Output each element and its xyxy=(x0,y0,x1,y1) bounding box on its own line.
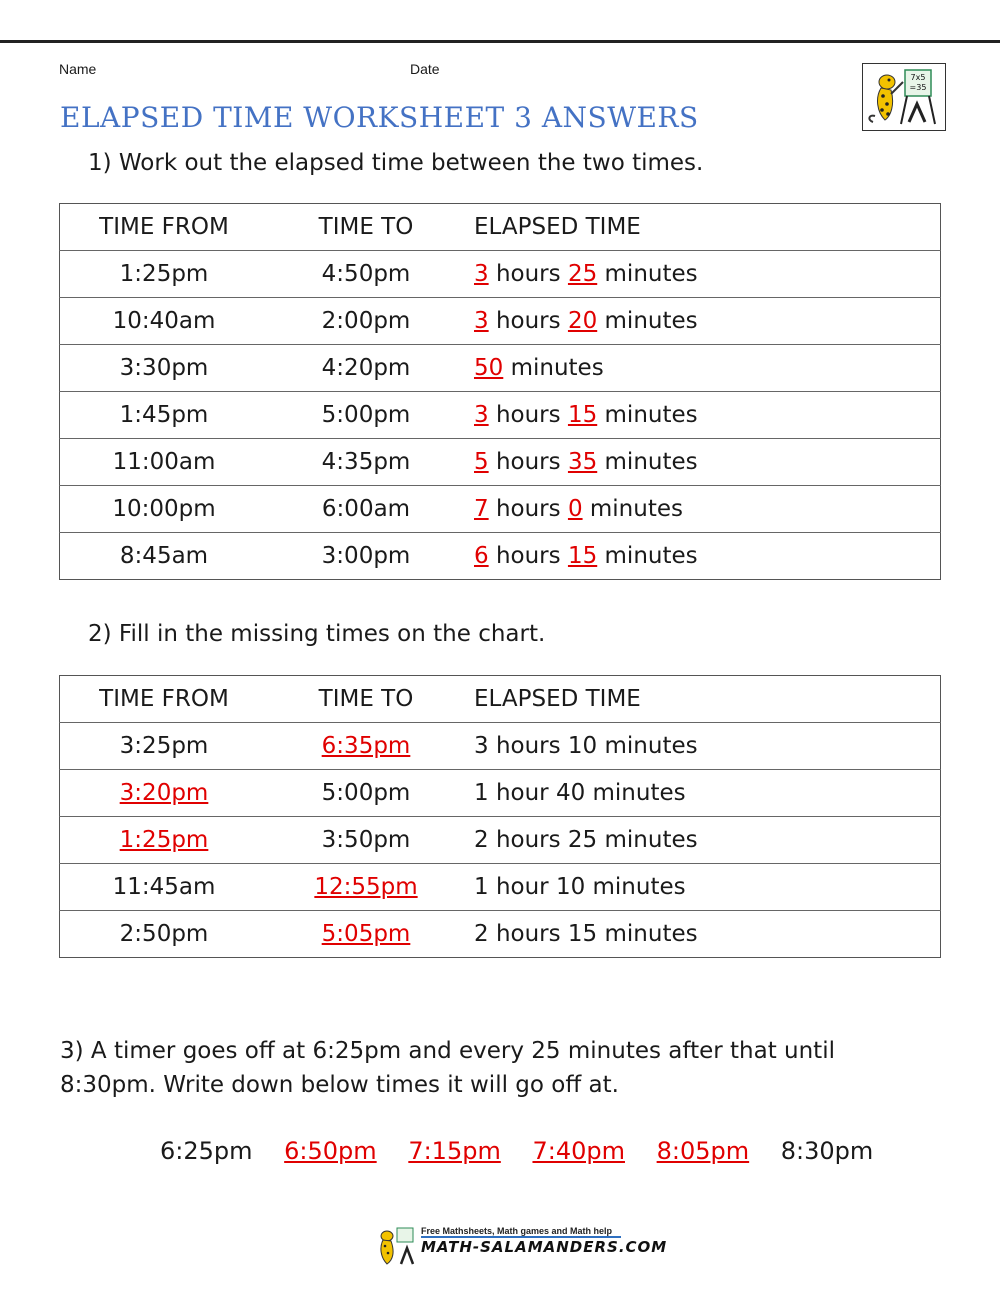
time-to: 3:50pm xyxy=(268,817,464,864)
hours-unit: hours xyxy=(495,261,561,287)
date-label: Date xyxy=(410,61,440,77)
time-given: 6:25pm xyxy=(160,1137,253,1165)
time-to: 5:00pm xyxy=(268,392,464,439)
table-header-row xyxy=(60,204,941,251)
question-2-prompt: 2) Fill in the missing times on the chart. xyxy=(88,621,546,647)
time-answer: 7:15pm xyxy=(408,1137,501,1165)
time-from: 1:45pm xyxy=(60,392,269,439)
table-row xyxy=(60,770,941,817)
time-from: 8:45am xyxy=(119,543,209,569)
time-from: 3:30pm xyxy=(60,345,269,392)
hours-answer: 5 xyxy=(474,449,489,475)
footer-tagline: Free Mathsheets, Math games and Math help xyxy=(421,1226,613,1236)
time-to-answer: 6:35pm xyxy=(268,723,464,770)
time-from: 10:00pm xyxy=(60,486,269,533)
table-row xyxy=(60,723,941,770)
time-from-answer: 3:20pm xyxy=(60,770,269,817)
table-row xyxy=(60,392,941,439)
time-given: 8:30pm xyxy=(780,1137,874,1165)
time-to: 5:00pm xyxy=(268,770,464,817)
question-3-prompt xyxy=(60,1034,835,1102)
header-time-to: TIME TO xyxy=(268,204,464,251)
timer-times xyxy=(160,1137,897,1165)
table-row xyxy=(60,911,941,958)
time-to: 2:00pm xyxy=(268,298,464,345)
header-time-to: TIME TO xyxy=(268,676,464,723)
elapsed-answer xyxy=(464,345,941,392)
time-to: 6:00am xyxy=(268,486,464,533)
table-row xyxy=(60,486,941,533)
minutes-unit: minutes xyxy=(604,308,698,334)
table-row xyxy=(60,533,941,580)
hours-unit: hours xyxy=(495,308,561,334)
hours-answer: 3 xyxy=(474,261,489,287)
table-row xyxy=(60,817,941,864)
hours-unit: hours xyxy=(495,543,561,569)
question-3-line-2: 8:30pm. Write down below times it will go off at. xyxy=(60,1072,619,1098)
table-row xyxy=(60,298,941,345)
minutes-unit: minutes xyxy=(604,543,698,569)
minutes-answer: 0 xyxy=(567,496,583,522)
minutes-answer: 35 xyxy=(567,449,598,475)
time-to: 4:20pm xyxy=(268,345,464,392)
elapsed-time: 1 hour 10 minutes xyxy=(464,864,941,911)
table-row xyxy=(60,439,941,486)
minutes-answer: 15 xyxy=(567,543,598,569)
header-elapsed-time: ELAPSED TIME xyxy=(464,204,941,251)
name-label: Name xyxy=(59,61,97,77)
hours-unit: hours xyxy=(495,496,561,522)
question-1-prompt: 1) Work out the elapsed time between the two times. xyxy=(88,150,704,176)
minutes-unit: minutes xyxy=(604,402,698,428)
elapsed-answer xyxy=(464,533,941,580)
minutes-answer: 25 xyxy=(567,261,598,287)
hours-answer: 7 xyxy=(474,496,489,522)
table-row xyxy=(60,345,941,392)
minutes-unit: minutes xyxy=(604,261,698,287)
table-row xyxy=(60,251,941,298)
table-elapsed-time xyxy=(59,203,941,580)
hours-answer: 6 xyxy=(474,543,489,569)
time-from: 2:50pm xyxy=(119,921,209,947)
page-title: ELAPSED TIME WORKSHEET 3 ANSWERS xyxy=(60,101,699,134)
time-answer: 8:05pm xyxy=(656,1137,750,1165)
header-time-from: TIME FROM xyxy=(60,204,269,251)
logo-card-line2: =35 xyxy=(909,83,927,92)
time-answer: 6:50pm xyxy=(284,1137,377,1165)
hours-answer: 3 xyxy=(474,402,489,428)
elapsed-answer xyxy=(464,392,941,439)
table-header-row xyxy=(60,676,941,723)
elapsed-time: 2 hours 25 minutes xyxy=(464,817,941,864)
logo-card-line1: 7x5 xyxy=(910,73,926,82)
hours-unit: hours xyxy=(495,402,561,428)
elapsed-answer xyxy=(464,298,941,345)
time-to-answer: 12:55pm xyxy=(268,864,464,911)
time-from: 3:25pm xyxy=(60,723,269,770)
header-elapsed-time: ELAPSED TIME xyxy=(464,676,941,723)
header-time-from: TIME FROM xyxy=(60,676,269,723)
time-to: 3:00pm xyxy=(321,543,411,569)
time-from: 1:25pm xyxy=(60,251,269,298)
salamander-logo xyxy=(862,63,946,131)
time-to: 4:35pm xyxy=(268,439,464,486)
time-to: 4:50pm xyxy=(268,251,464,298)
elapsed-answer xyxy=(464,486,941,533)
time-from: 11:00am xyxy=(60,439,269,486)
elapsed-answer xyxy=(464,251,941,298)
salamander-icon xyxy=(863,64,945,130)
hours-unit: hours xyxy=(495,449,561,475)
footer-site-name: MATH-SALAMANDERS.COM xyxy=(421,1238,668,1256)
hours-answer: 3 xyxy=(474,308,489,334)
elapsed-answer xyxy=(464,439,941,486)
elapsed-time: 2 hours 15 minutes xyxy=(474,921,698,947)
minutes-answer: 50 xyxy=(474,355,504,381)
minutes-answer: 20 xyxy=(567,308,598,334)
minutes-unit: minutes xyxy=(589,496,683,522)
time-from-answer: 1:25pm xyxy=(60,817,269,864)
elapsed-time: 3 hours 10 minutes xyxy=(464,723,941,770)
elapsed-time: 1 hour 40 minutes xyxy=(464,770,941,817)
time-to-answer: 5:05pm xyxy=(321,921,411,947)
top-rule xyxy=(0,40,1000,43)
time-from: 11:45am xyxy=(60,864,269,911)
table-row xyxy=(60,864,941,911)
minutes-unit: minutes xyxy=(510,355,604,381)
footer-salamander-icon xyxy=(375,1224,419,1266)
time-from: 10:40am xyxy=(60,298,269,345)
time-answer: 7:40pm xyxy=(532,1137,625,1165)
table-missing-times xyxy=(59,675,941,958)
footer-logo xyxy=(375,1224,668,1266)
minutes-answer: 15 xyxy=(567,402,598,428)
minutes-unit: minutes xyxy=(604,449,698,475)
question-3-line-1: 3) A timer goes off at 6:25pm and every 25 minutes after that until xyxy=(60,1038,835,1064)
